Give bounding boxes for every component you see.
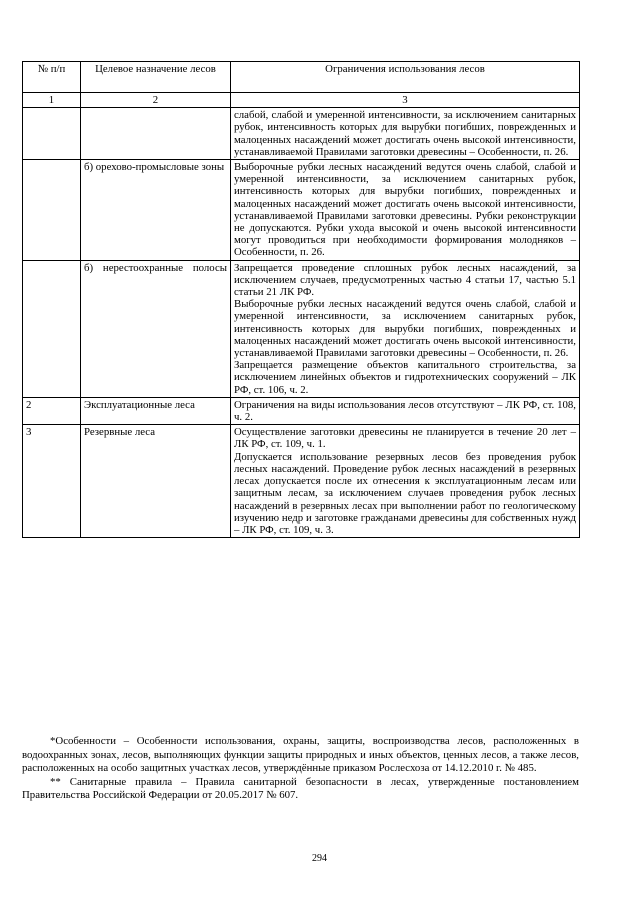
row-restrictions bbox=[231, 425, 580, 538]
row-num: 3 bbox=[23, 425, 81, 538]
table-row bbox=[23, 425, 580, 538]
footnotes bbox=[22, 735, 579, 803]
row-purpose bbox=[81, 108, 231, 160]
row-restrictions bbox=[231, 160, 580, 261]
row-num bbox=[23, 260, 81, 397]
row-purpose: Резервные леса bbox=[81, 425, 231, 538]
row-purpose: б) орехово-промысловые зоны bbox=[81, 160, 231, 261]
header-num: № п/п bbox=[23, 62, 81, 93]
footnote: ** Санитарные правила – Правила санитарной безопасности в лесах, утвержденные постановлением Правительства Российской Федерации от 20.05.2017 № 607. bbox=[22, 775, 579, 802]
row-restrictions bbox=[231, 397, 580, 424]
row-restrictions bbox=[231, 108, 580, 160]
row-num: 2 bbox=[23, 397, 81, 424]
restriction-paragraph: Выборочные рубки лесных насаждений ведутся очень слабой, слабой и умеренной интенсивности, за исключением санитарных рубок, интенсивность которых для вырубки погибших, поврежденных и малоценных насаждений может достигать очень высокой интенсивности, устанавливаемой Правилами заготовки древесины. Рубки реконструкции не допускаются. Рубки ухода высокой и очень высокой интенсивности могут проводиться при необходимости формирования молодняков – Особенности, п. 26. bbox=[234, 161, 576, 259]
row-num bbox=[23, 160, 81, 261]
header-restrictions: Ограничения использования лесов bbox=[231, 62, 580, 93]
row-restrictions bbox=[231, 260, 580, 397]
restriction-paragraph: Осуществление заготовки древесины не планируется в течение 20 лет – ЛК РФ, ст. 109, ч. 1. bbox=[234, 426, 576, 451]
row-num bbox=[23, 108, 81, 160]
column-number: 1 bbox=[23, 93, 81, 108]
page-number: 294 bbox=[312, 853, 327, 864]
restriction-paragraph: слабой, слабой и умеренной интенсивности, за исключением санитарных рубок, интенсивность которых для вырубки погибших, поврежденных и малоценных насаждений может достигать очень высокой интенсивности, устанавливаемой Правилами заготовки древесины – Особенности, п. 26. bbox=[234, 109, 576, 158]
table-row bbox=[23, 108, 580, 160]
restriction-paragraph: Ограничения на виды использования лесов отсутствуют – ЛК РФ, ст. 108, ч. 2. bbox=[234, 398, 576, 424]
restrictions-table bbox=[22, 61, 580, 538]
row-purpose: Эксплуатационные леса bbox=[81, 397, 231, 424]
restriction-paragraph: Запрещается проведение сплошных рубок лесных насаждений, за исключением случаев, предусмотренных частью 4 статьи 17, частью 5.1 статьи 21 ЛК РФ. bbox=[234, 261, 576, 299]
row-purpose: б) нерестоохранные полосы bbox=[81, 260, 231, 397]
restriction-paragraph: Выборочные рубки лесных насаждений ведутся очень слабой, слабой и умеренной интенсивности, за исключением санитарных рубок, интенсивность которых для вырубки погибших, поврежденных и малоценных насаждений может достигать очень высокой интенсивности, устанавливаемой Правилами заготовки древесины – Особенности, п. 26. bbox=[234, 298, 576, 360]
restriction-paragraph: Допускается использование резервных лесов без проведения рубок лесных насаждений. Проведение рубок лесных насаждений в резервных лесах допускается после их отнесения к эксплуатационным лесам или защитным лесам, за исключением случаев проведения рубок лесных насаждений в резервных лесах при выполнении работ по геологическому изучению недр и заготовке гражданами древесины для собственных нужд – ЛК РФ, ст. 109, ч. 3. bbox=[234, 450, 576, 536]
column-number: 3 bbox=[231, 93, 580, 108]
column-number-row bbox=[23, 93, 580, 108]
table-row bbox=[23, 260, 580, 397]
footnote: *Особенности – Особенности использования, охраны, защиты, воспроизводства лесов, расположенных в водоохранных зонах, лесов, выполняющих функции защиты природных и иных объектов, ценных лесов, а также лесов, расположенных на особо защитных участках лесов, утверждённые приказом Рослесхоза от 14.12.2010 г. № 485. bbox=[22, 735, 579, 775]
table-header-row bbox=[23, 62, 580, 93]
restriction-paragraph: Запрещается размещение объектов капитального строительства, за исключением линейных объектов и гидротехнических сооружений – ЛК РФ, ст. 106, ч. 2. bbox=[234, 359, 576, 396]
column-number: 2 bbox=[81, 93, 231, 108]
table-row bbox=[23, 397, 580, 424]
header-purpose: Целевое назначение лесов bbox=[81, 62, 231, 93]
table-row bbox=[23, 160, 580, 261]
